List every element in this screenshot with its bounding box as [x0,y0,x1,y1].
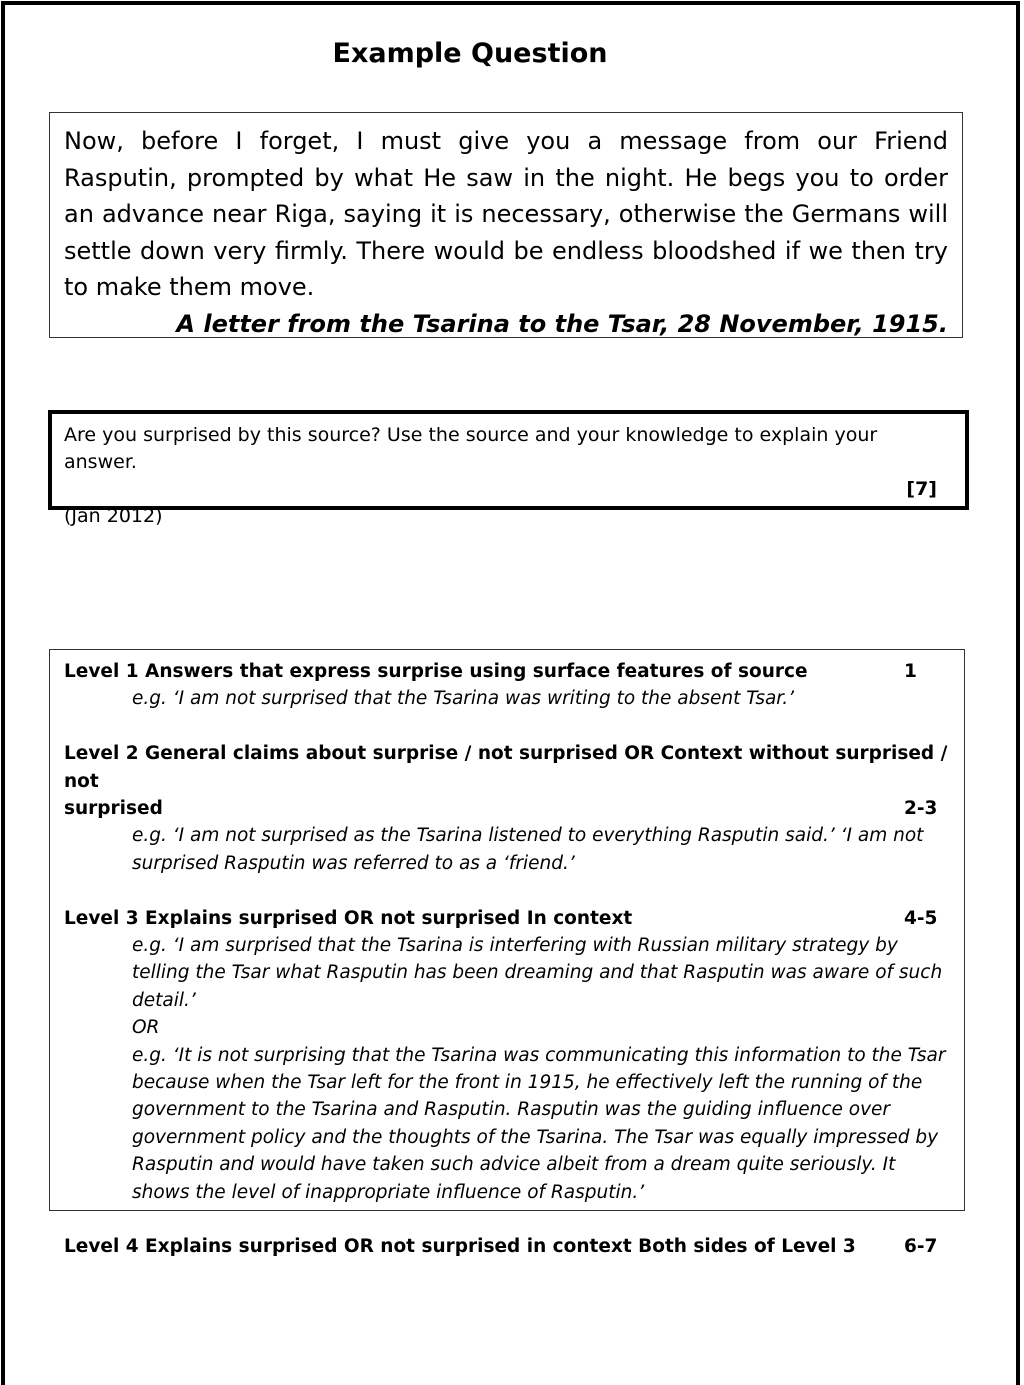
level-marks: 4-5 [904,907,938,929]
level-heading-text: Level 2 General claims about surprise / not surprised OR Context without surprised / not [64,743,948,792]
mark-scheme-level-4 [64,1233,950,1260]
level-heading-text-continued: surprised [64,798,163,820]
question-date: (Jan 2012) [64,505,163,527]
level-example: e.g. ‘I am not surprised that the Tsarina was writing to the absent Tsar.’ [132,688,794,710]
level-heading [64,658,950,685]
level-marks: 2-3 [904,798,938,820]
level-heading-text: Level 4 Explains surprised OR not surprised in context Both sides of Level 3 [64,1236,856,1258]
level-heading [64,740,950,822]
mark-scheme-box [49,649,965,1258]
question-marks: [7] [906,478,937,500]
question-text: Are you surprised by this source? Use the source and your knowledge to explain your answer. [64,424,878,473]
level-heading [64,1233,950,1260]
level-example: e.g. ‘I am surprised that the Tsarina is interfering with Russian military strategy by telling the Tsar what Rasputin has been dreaming and that Rasputin was aware of such detail.’ [132,935,943,1011]
question-box [48,410,969,527]
level-heading [64,905,950,932]
level-marks: 6-7 [904,1236,938,1258]
level-example: e.g. ‘I am not surprised as the Tsarina listened to everything Rasputin said.’ ‘I am not surprised Rasputin was referred to as a ‘friend.’ [132,825,924,874]
mark-scheme-level-3 [64,905,950,1206]
source-attribution: A letter from the Tsarina to the Tsar, 28 November, 1915. [176,309,948,338]
page-title: Example Question [332,38,608,69]
level-marks: 1 [904,661,917,682]
source-box [49,112,963,338]
level-example-or: OR [132,1017,160,1039]
level-example: e.g. ‘It is not surprising that the Tsarina was communicating this information to the Tsar because when the Tsar left for the front in 1915, he effectively left the running of the government to the Tsarina and Rasputin. Rasputin was the guiding influence over government policy and the thoughts of the Tsarina. The Tsar was equally impressed by Rasputin and would have taken such advice albeit from a dream quite seriously. It shows the level of inappropriate influence of Rasputin.’ [132,1044,946,1203]
level-heading-text: Level 3 Explains surprised OR not surprised In context [64,907,633,929]
source-quote: Now, before I forget, I must give you a message from our Friend Rasputin, prompted by what He saw in the night. He begs you to order an advance near Riga, saying it is necessary, otherwise the Germans will settle down very firmly. There would be endless bloodshed if we then try to make them move. [64,127,948,301]
level-heading-text: Level 1 Answers that express surprise using surface features of source [64,661,808,682]
mark-scheme-level-2 [64,740,950,877]
mark-scheme-level-1 [64,658,950,713]
